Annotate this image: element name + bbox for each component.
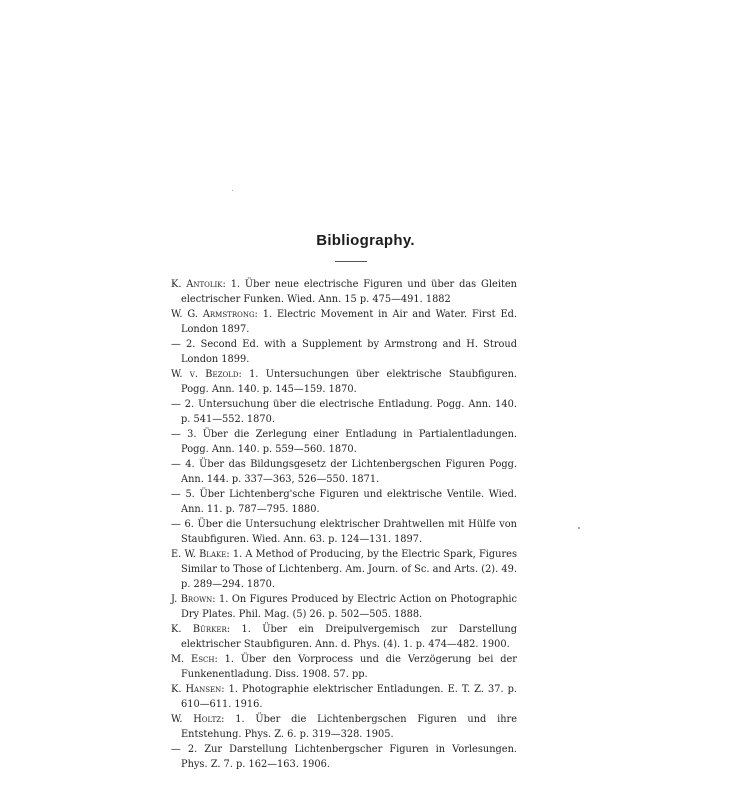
bibliography-entry bbox=[171, 307, 517, 337]
entry-text: 1. Über den Vorprocess und die Verzögerung bei der Funkenentladung. Diss. 1908. 57. pp. bbox=[181, 654, 517, 680]
entry-author: — bbox=[171, 429, 181, 440]
entry-text: 1. Electric Movement in Air and Water. First Ed. London 1897. bbox=[181, 309, 517, 335]
bibliography-entry bbox=[171, 682, 517, 712]
bibliography-entry bbox=[171, 592, 517, 622]
bibliography-entry bbox=[171, 277, 517, 307]
entry-text: 2. Second Ed. with a Supplement by Armstrong and H. Stroud London 1899. bbox=[181, 339, 517, 365]
bibliography-entry bbox=[171, 622, 517, 652]
bibliography-entry bbox=[171, 652, 517, 682]
entry-author: — bbox=[171, 744, 181, 755]
bibliography-list bbox=[171, 277, 517, 772]
entry-author: W. G. Armstrong: bbox=[171, 309, 258, 320]
entry-author: — bbox=[171, 489, 181, 500]
entry-author: E. W. Blake: bbox=[171, 549, 230, 560]
title-rule bbox=[335, 261, 367, 262]
entry-author: — bbox=[171, 339, 181, 350]
entry-author: — bbox=[171, 459, 181, 470]
entry-author: J. Brown: bbox=[171, 594, 216, 605]
entry-author: — bbox=[171, 399, 181, 410]
bibliography-entry bbox=[171, 547, 517, 592]
entry-author: W. v. Bezold: bbox=[171, 369, 242, 380]
entry-text: 1. Über ein Dreipulvergemisch zur Darstellung elektrischer Staubfiguren. Ann. d. Phys. (4). 1. p. 474—482. 1900. bbox=[181, 624, 517, 650]
bibliography-entry bbox=[171, 457, 517, 487]
entry-text: 1. Über die Lichtenbergschen Figuren und ihre Entstehung. Phys. Z. 6. p. 319—328. 1905. bbox=[181, 714, 518, 740]
entry-author: K. Hansen: bbox=[171, 684, 225, 695]
bibliography-entry bbox=[171, 517, 517, 547]
entry-author: M. Esch: bbox=[171, 654, 218, 665]
bibliography-entry bbox=[171, 742, 517, 772]
entry-text: 3. Über die Zerlegung einer Entladung in Partialentladungen. Pogg. Ann. 140. p. 559—560. 1870. bbox=[181, 429, 517, 455]
bibliography-entry bbox=[171, 397, 517, 427]
page-title: Bibliography. bbox=[316, 232, 415, 249]
entry-text: 2. Untersuchung über die electrische Entladung. Pogg. Ann. 140. p. 541—552. 1870. bbox=[181, 399, 517, 425]
entry-text: 2. Zur Darstellung Lichtenbergscher Figuren in Vorlesungen. Phys. Z. 7. p. 162—163. 1906. bbox=[181, 744, 517, 770]
entry-author: K. Bürker: bbox=[171, 624, 231, 635]
entry-text: 6. Über die Untersuchung elektrischer Drahtwellen mit Hülfe von Staubfiguren. Wied. Ann. 63. p. 124—131. 1897. bbox=[181, 519, 517, 545]
bibliography-entry bbox=[171, 712, 517, 742]
entry-author: K. Antolik: bbox=[171, 279, 226, 290]
bibliography-entry bbox=[171, 367, 517, 397]
entry-text: 1. Untersuchungen über elektrische Staubfiguren. Pogg. Ann. 140. p. 145—159. 1870. bbox=[181, 369, 517, 395]
entry-text: 1. Photographie elektrischer Entladungen. E. T. Z. 37. p. 610—611. 1916. bbox=[181, 684, 517, 710]
entry-text: 5. Über Lichtenberg'sche Figuren und elektrische Ventile. Wied. Ann. 11. p. 787—795. 1880. bbox=[181, 489, 517, 515]
paper-speck bbox=[578, 527, 580, 529]
paper-speck bbox=[232, 190, 233, 191]
entry-text: 1. A Method of Producing, by the Electric Spark, Figures Similar to Those of Lichtenberg. Am. Journ. of Sc. and Arts. (2). 49. p. 289—294. 1870. bbox=[181, 549, 517, 590]
entry-text: 1. Über neue electrische Figuren und über das Gleiten electrischer Funken. Wied. Ann. 15 p. 475—491. 1882 bbox=[181, 279, 517, 305]
entry-author: W. Holtz: bbox=[171, 714, 225, 725]
entry-text: 4. Über das Bildungsgesetz der Lichtenbergschen Figuren Pogg. Ann. 144. p. 337—363, 526—550. 1871. bbox=[181, 459, 517, 485]
bibliography-entry bbox=[171, 337, 517, 367]
bibliography-entry bbox=[171, 427, 517, 457]
entry-text: 1. On Figures Produced by Electric Action on Photographic Dry Plates. Phil. Mag. (5) 26. p. 502—505. 1888. bbox=[181, 594, 517, 620]
bibliography-entry bbox=[171, 487, 517, 517]
entry-author: — bbox=[171, 519, 181, 530]
